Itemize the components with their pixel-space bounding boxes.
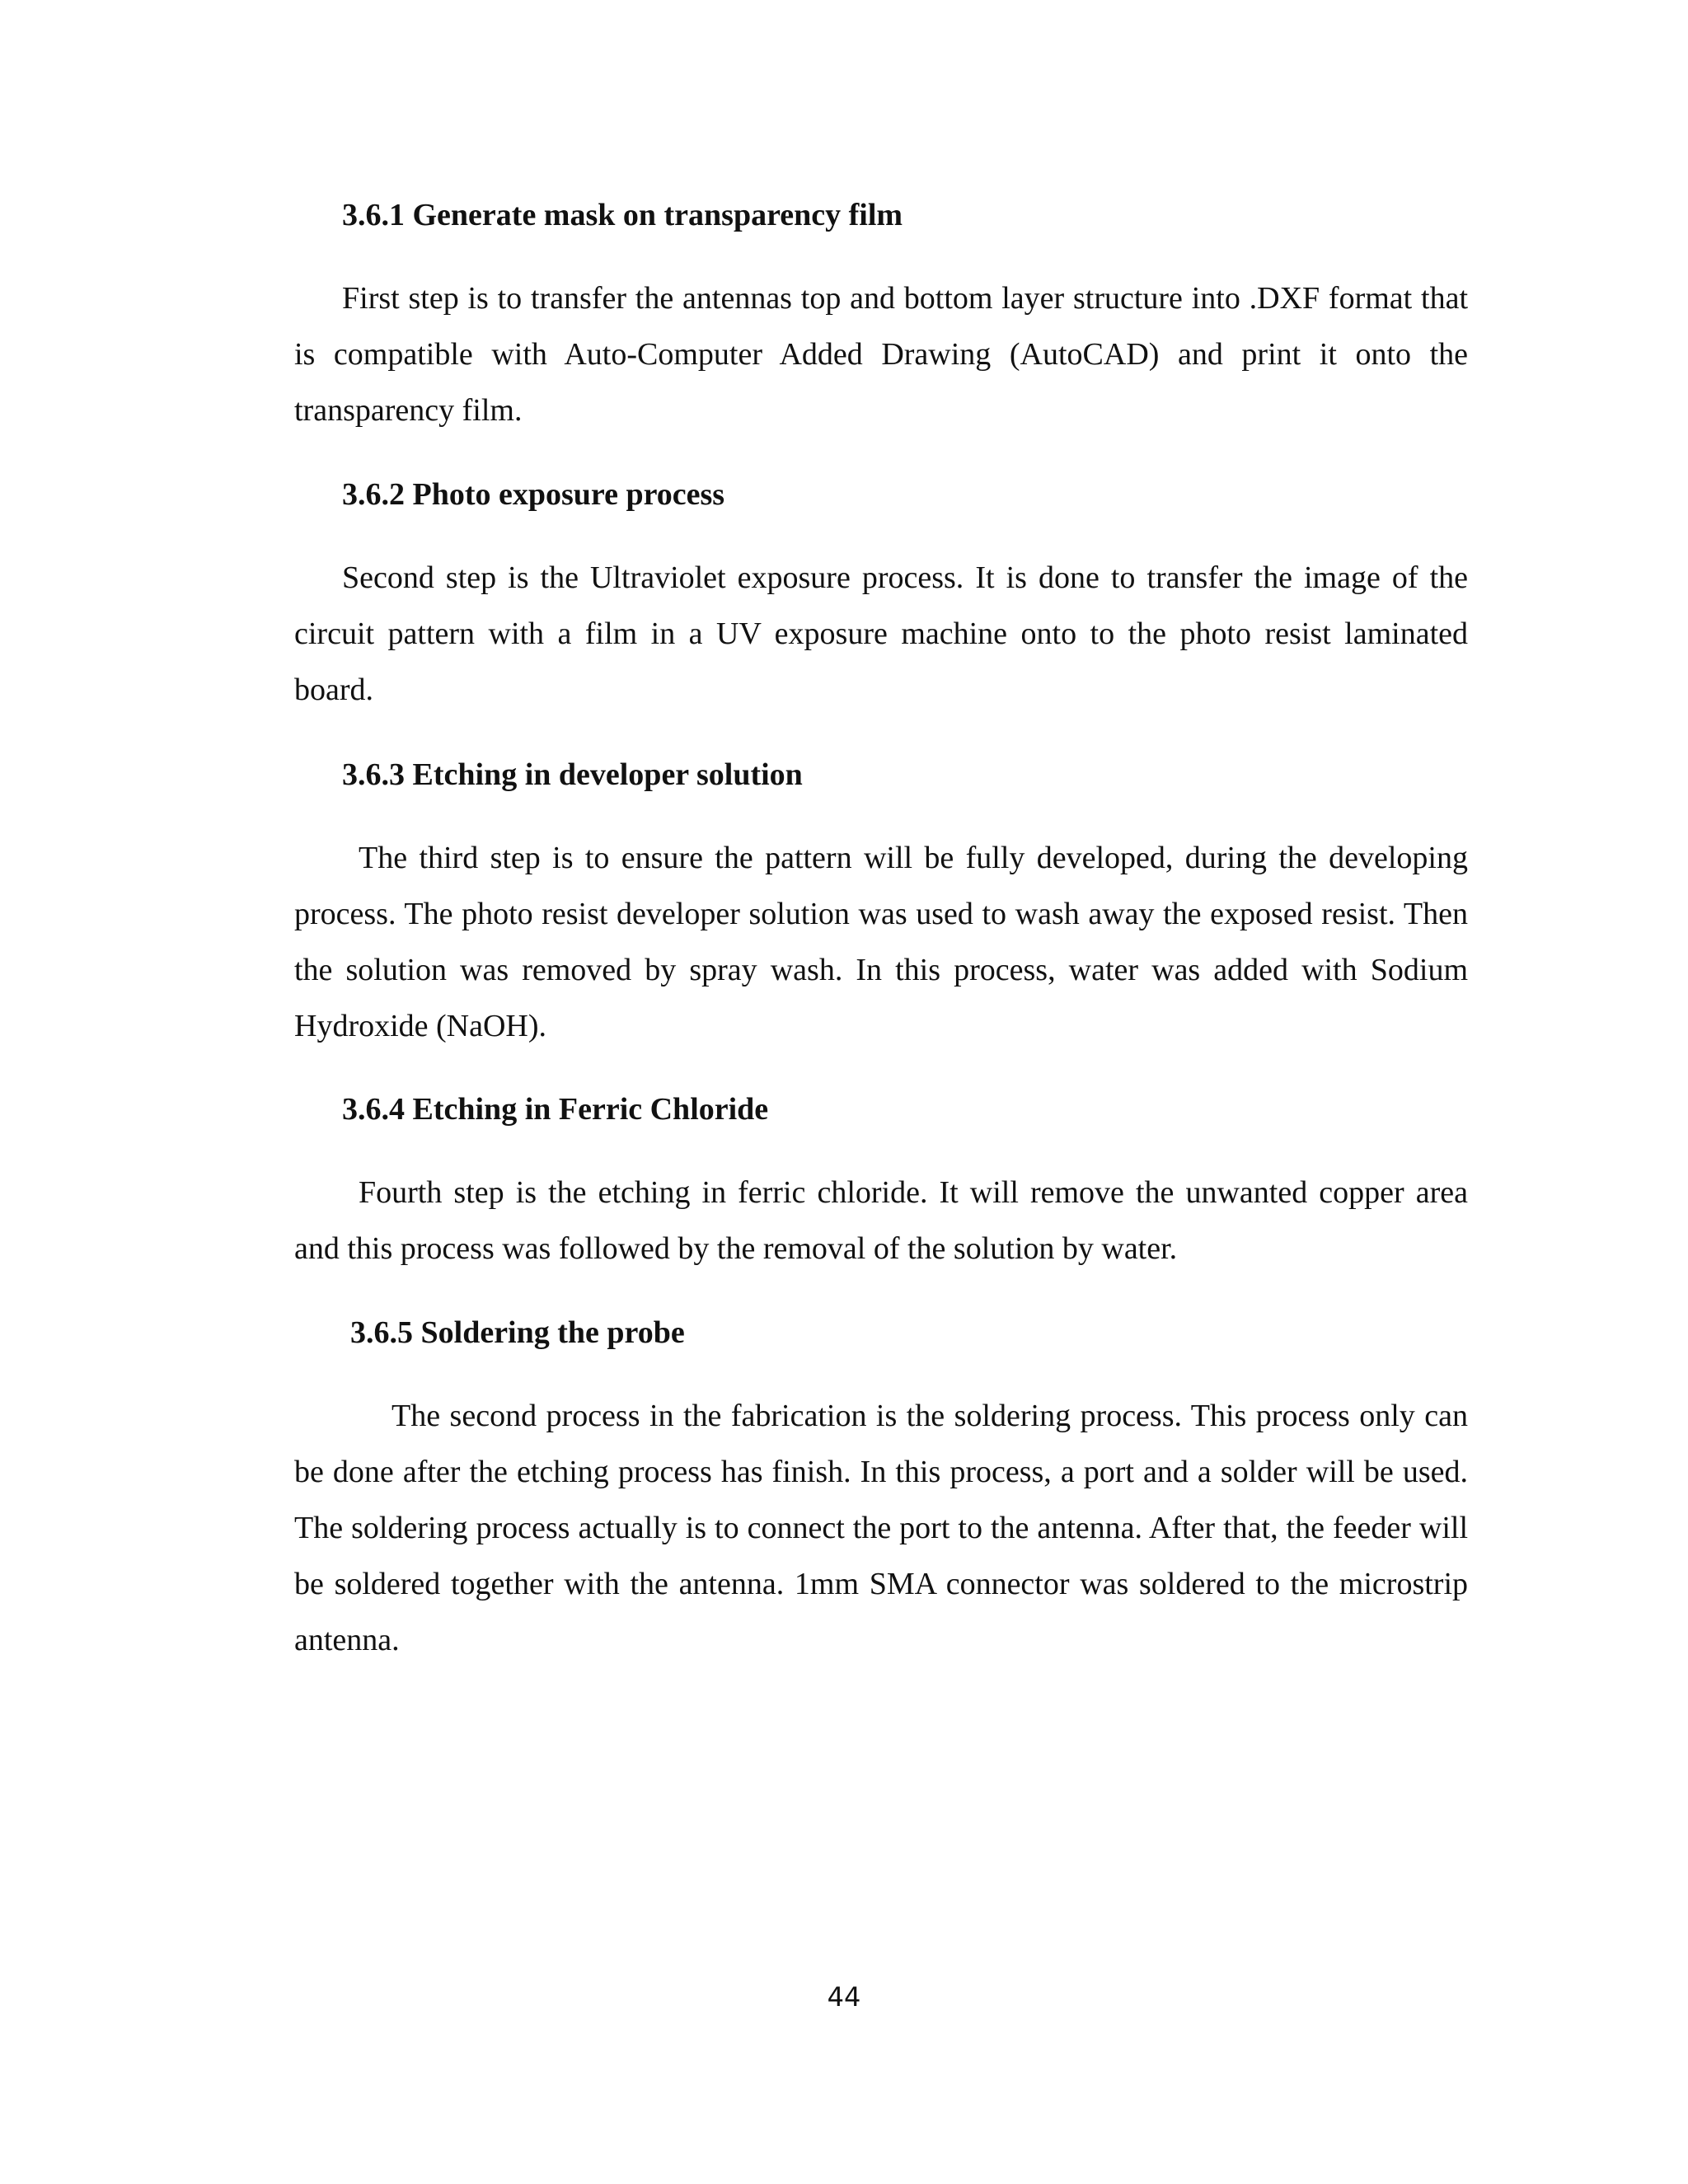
section-paragraph-3-6-3: The third step is to ensure the pattern will be fully developed, during the developing process. The photo resist developer solution was used to wash away the exposed resist. Then the solution was removed by spray wash. In this process, water was added with Sodium Hydroxide (NaOH). — [294, 841, 1468, 1043]
section-paragraph-3-6-2: Second step is the Ultraviolet exposure process. It is done to transfer the image of the circuit pattern with a film in a UV exposure machine onto to the photo resist laminated board. — [294, 560, 1468, 707]
section-heading-3-6-5: 3.6.5 Soldering the probe — [350, 1315, 685, 1350]
section-heading-3-6-1: 3.6.1 Generate mask on transparency film — [342, 198, 903, 232]
section-paragraph-3-6-5: The second process in the fabrication is the soldering process. This process only can be done after the etching process has finish. In this process, a port and a solder will be used. The soldering process actually is to connect the port to the antenna. After that, the feeder will be soldered together with the antenna. 1mm SMA connector was soldered to the microstrip antenna. — [294, 1399, 1468, 1657]
section-paragraph-3-6-4: Fourth step is the etching in ferric chloride. It will remove the unwanted copper area and this process was followed by the removal of the solution by water. — [294, 1175, 1468, 1266]
section-heading-3-6-2: 3.6.2 Photo exposure process — [342, 477, 725, 512]
section-heading-3-6-4: 3.6.4 Etching in Ferric Chloride — [342, 1092, 769, 1127]
page-number: 44 — [827, 1981, 861, 2013]
section-heading-3-6-3: 3.6.3 Etching in developer solution — [342, 757, 803, 792]
section-paragraph-3-6-1: First step is to transfer the antennas top and bottom layer structure into .DXF format that is compatible with Auto-Computer Added Drawing (AutoCAD) and print it onto the transparency film. — [294, 281, 1468, 428]
